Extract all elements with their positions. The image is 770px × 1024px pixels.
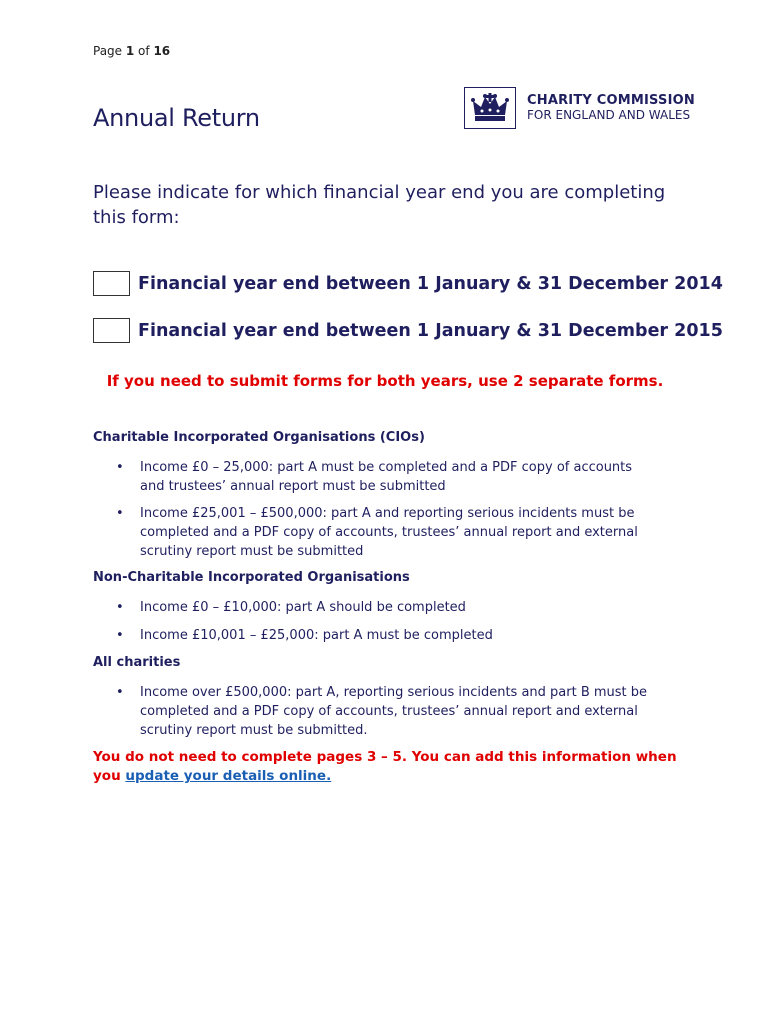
logo-line-2: FOR ENGLAND AND WALES [527, 108, 691, 122]
list-item-text: Income £0 – 25,000: part A must be completed and a PDF copy of accounts and trustees’ annual report must be submitted [140, 460, 633, 494]
crown-icon [464, 87, 516, 129]
option-2015-label: Financial year end between 1 January & 31 December 2015 [138, 320, 723, 341]
bullet-icon: • [116, 600, 124, 615]
option-2015[interactable] [93, 318, 723, 343]
page-indicator [93, 44, 170, 58]
charity-commission-logo [464, 87, 695, 129]
checkbox-2015[interactable] [93, 318, 130, 343]
intro-text: Please indicate for which financial year end you are completing this form: [93, 182, 666, 228]
footer-note [93, 748, 683, 786]
section-heading-cios: Charitable Incorporated Organisations (CIOs) [93, 430, 425, 445]
option-2014-label: Financial year end between 1 January & 31 December 2014 [138, 273, 723, 294]
list-item [116, 504, 656, 561]
bullet-icon: • [116, 685, 124, 700]
page-prefix: Page [93, 44, 126, 58]
bullet-icon: • [116, 628, 124, 643]
list-item-text: Income £0 – £10,000: part A should be completed [140, 600, 466, 615]
bullet-icon: • [116, 506, 124, 521]
bullet-icon: • [116, 460, 124, 475]
list-item [116, 598, 656, 617]
page-of: of [134, 44, 154, 58]
page-current: 1 [125, 44, 135, 58]
update-details-link[interactable]: update your details online. [125, 768, 332, 784]
section-heading-all-charities: All charities [93, 655, 181, 670]
list-item [116, 458, 656, 496]
option-2014[interactable] [93, 271, 723, 296]
section-heading-non-charitable: Non-Charitable Incorporated Organisations [93, 570, 410, 585]
list-item-text: Income £25,001 – £500,000: part A and reporting serious incidents must be completed and a PDF copy of accounts, trustees’ annual report and external scrutiny report must be submitted [140, 506, 638, 559]
page-title: Annual Return [93, 104, 260, 132]
list-item [116, 683, 656, 740]
checkbox-2014[interactable] [93, 271, 130, 296]
separate-forms-warning: If you need to submit forms for both years, use 2 separate forms. [106, 372, 664, 390]
logo-line-1: CHARITY COMMISSION [527, 93, 695, 108]
list-item [116, 626, 656, 645]
page-total: 16 [153, 44, 171, 58]
list-item-text: Income over £500,000: part A, reporting serious incidents and part B must be completed and a PDF copy of accounts, trustees’ annual report and external scrutiny report must be submitted. [140, 685, 648, 738]
footer-note-text: You do not need to complete pages 3 – 5. You can add this information when you [93, 749, 677, 784]
list-item-text: Income £10,001 – £25,000: part A must be completed [140, 628, 493, 643]
